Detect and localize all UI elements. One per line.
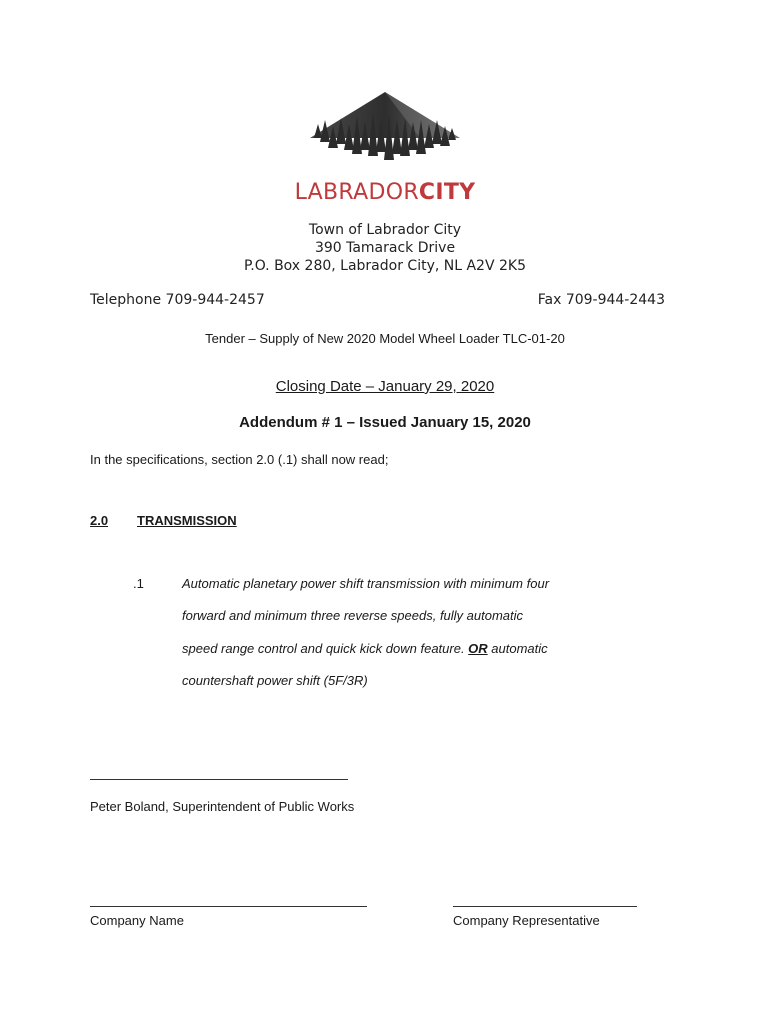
company-rep-label: Company Representative (453, 913, 600, 928)
item-line-3-after: automatic (487, 641, 548, 656)
item-line-3-emphasis: OR (468, 641, 488, 656)
section-number: 2.0 (90, 513, 109, 528)
company-name-label: Company Name (90, 913, 184, 928)
closing-date: Closing Date – January 29, 2020 (275, 378, 495, 395)
item-line-1: Automatic planetary power shift transmission with minimum four (182, 576, 550, 591)
tender-title: Tender – Supply of New 2020 Model Wheel Loader TLC-01-20 (205, 331, 565, 346)
item-line-3-before: speed range control and quick kick down feature. (182, 641, 469, 656)
fax: Fax 709-944-2443 (537, 292, 665, 308)
official-signature-line (90, 779, 348, 780)
telephone: Telephone 709-944-2457 (90, 292, 265, 308)
address-line-2: 390 Tamarack Drive (314, 240, 456, 256)
official-name: Peter Boland, Superintendent of Public Works (90, 799, 355, 814)
intro-text: In the specifications, section 2.0 (.1) shall now read; (90, 452, 389, 467)
item-line-2: forward and minimum three reverse speeds, fully automatic (182, 608, 524, 623)
address-line-1: Town of Labrador City (308, 222, 462, 238)
company-rep-line (453, 906, 637, 907)
item-line-4: countershaft power shift (5F/3R) (182, 673, 368, 688)
company-name-line (90, 906, 367, 907)
item-line-3 (182, 641, 548, 656)
brand-part-1: LABRADOR (294, 180, 419, 205)
section-title: TRANSMISSION (137, 513, 237, 528)
brand-wordmark (0, 180, 770, 205)
address-line-3: P.O. Box 280, Labrador City, NL A2V 2K5 (244, 258, 526, 274)
mountain-forest-logo (310, 90, 460, 170)
addendum-heading: Addendum # 1 – Issued January 15, 2020 (239, 414, 531, 431)
item-number: .1 (133, 576, 144, 591)
brand-part-2: CITY (418, 180, 476, 205)
